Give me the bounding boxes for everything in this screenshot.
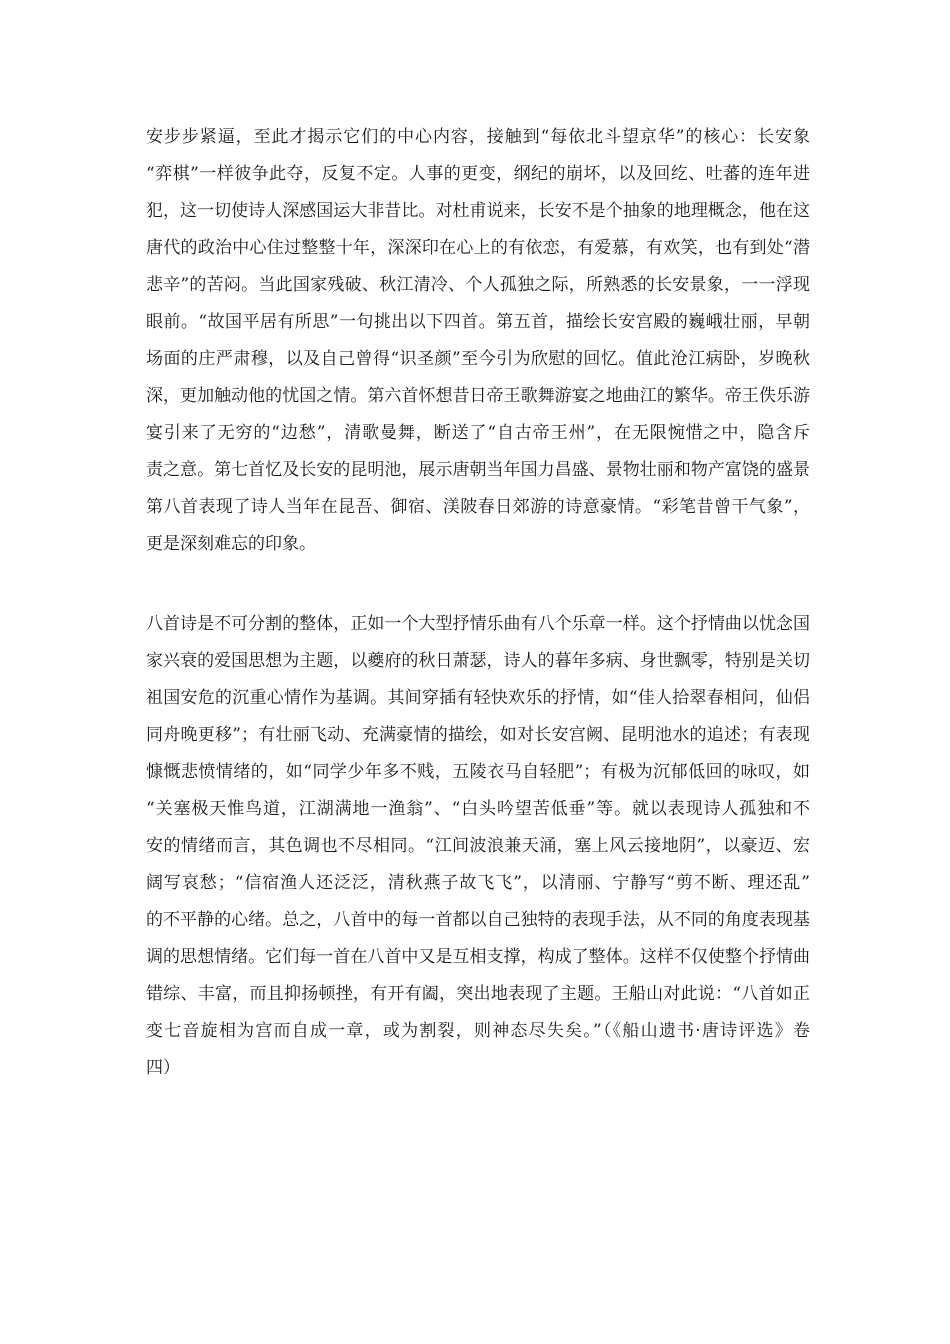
paragraph-line: “弈棋”一样彼争此夺，反复不定。人事的更变，纲纪的崩坏，以及回纥、吐蕃的连年进	[146, 164, 810, 184]
paragraph-line: 变七音旋相为宫而自成一章，或为割裂，则神态尽失矣。”（《船山遗书·唐诗评选》卷	[146, 1021, 810, 1041]
paragraph-line: 犯，这一切使诗人深感国运大非昔比。对杜甫说来，长安不是个抽象的地理概念，他在这	[146, 201, 810, 221]
paragraph-line: 责之意。第七首忆及长安的昆明池，展示唐朝当年国力昌盛、景物壮丽和物产富饶的盛景	[146, 460, 810, 480]
paragraph-line: 深，更加触动他的忧国之情。第六首怀想昔日帝王歌舞游宴之地曲江的繁华。帝王佚乐游	[146, 386, 810, 406]
paragraph-line: 第八首表现了诗人当年在昆吾、御宿、渼陂春日郊游的诗意豪情。“彩笔昔曾干气象”，	[146, 497, 810, 517]
paragraph-line: 唐代的政治中心住过整整十年，深深印在心上的有依恋，有爱慕，有欢笑，也有到处“潜	[146, 238, 810, 258]
paragraph-line: 场面的庄严肃穆，以及自己曾得“识圣颜”至今引为欣慰的回忆。值此沧江病卧，岁晚秋	[146, 349, 810, 369]
paragraph-line: 同舟晚更移”；有壮丽飞动、充满豪情的描绘，如对长安宫阙、昆明池水的追述；有表现	[146, 725, 810, 745]
paragraph-line: 眼前。“故国平居有所思”一句挑出以下四首。第五首，描绘长安宫殿的巍峨壮丽，早朝	[146, 312, 810, 332]
paragraph-line: 祖国安危的沉重心情作为基调。其间穿插有轻快欢乐的抒情，如“佳人拾翠春相问，仙侣	[146, 688, 810, 708]
paragraph-line: 悲辛”的苦闷。当此国家残破、秋江清冷、个人孤独之际，所熟悉的长安景象，一一浮现	[146, 275, 810, 295]
paragraph-line: 八首诗是不可分割的整体，正如一个大型抒情乐曲有八个乐章一样。这个抒情曲以忧念国	[146, 614, 810, 634]
paragraph-line: 慷慨悲愤情绪的，如“同学少年多不贱，五陵衣马自轻肥”；有极为沉郁低回的咏叹，如	[146, 762, 810, 782]
paragraph-line: 更是深刻难忘的印象。	[146, 534, 316, 554]
paragraph-line: 调的思想情绪。它们每一首在八首中又是互相支撑，构成了整体。这样不仅使整个抒情曲	[146, 947, 810, 967]
paragraph-line: 错综、丰富，而且抑扬顿挫，有开有阖，突出地表现了主题。王船山对此说：“八首如正	[146, 984, 810, 1004]
paragraph-line: 四）	[146, 1058, 180, 1078]
paragraph-line: 的不平静的心绪。总之，八首中的每一首都以自己独特的表现手法，从不同的角度表现基	[146, 910, 810, 930]
paragraph-line: 阔写哀愁；“信宿渔人还泛泛，清秋燕子故飞飞”，以清丽、宁静写“剪不断、理还乱”	[146, 873, 810, 893]
paragraph-line: “关塞极天惟鸟道，江湖满地一渔翁”、“白头吟望苦低垂”等。就以表现诗人孤独和不	[146, 799, 810, 819]
paragraph-line: 宴引来了无穷的“边愁”，清歌曼舞，断送了“自古帝王州”，在无限惋惜之中，隐含斥	[146, 423, 810, 443]
paragraph-line: 家兴衰的爱国思想为主题，以夔府的秋日萧瑟，诗人的暮年多病、身世飘零，特别是关切	[146, 651, 810, 671]
paragraph-line: 安步步紧逼，至此才揭示它们的中心内容，接触到“每依北斗望京华”的核心：长安象	[146, 127, 810, 147]
paragraph-line: 安的情绪而言，其色调也不尽相同。“江间波浪兼天涌，塞上风云接地阴”，以豪迈、宏	[146, 836, 810, 856]
